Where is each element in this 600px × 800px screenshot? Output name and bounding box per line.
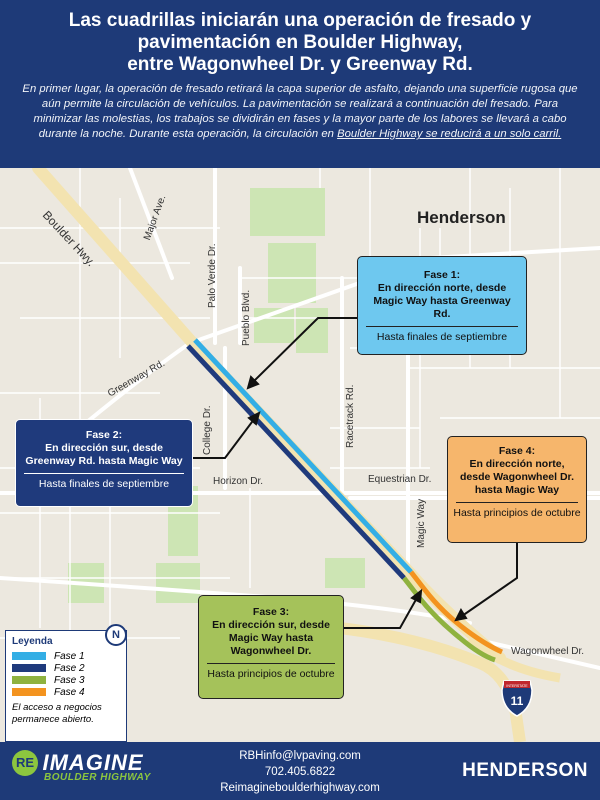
legend: [5, 630, 127, 742]
title-line-2: pavimentación en Boulder Highway,: [137, 32, 463, 53]
label-palo-verde: Palo Verde Dr.: [207, 243, 218, 308]
callout-fase-4: [447, 436, 587, 543]
callout-fase-3-phase: Fase 3:: [252, 606, 290, 618]
north-arrow-icon: N: [105, 624, 127, 646]
park: [268, 243, 316, 303]
callout-fase-4-timing: Hasta principios de octubre: [453, 507, 581, 519]
arrow-fase-4: [462, 543, 517, 616]
callout-fase-4-direction: En dirección norte, desde Wagonwheel Dr. hasta Magic Way: [460, 458, 574, 496]
park: [250, 188, 325, 236]
legend-swatch: [12, 652, 46, 660]
label-greenway: Greenway Rd.: [106, 358, 167, 400]
callout-fase-2-phase: Fase 2:: [85, 429, 123, 441]
legend-item: [12, 662, 120, 674]
callout-fase-1-phase: Fase 1:: [423, 269, 461, 281]
page-title: [22, 10, 578, 76]
callout-fase-2-direction: En dirección sur, desde Greenway Rd. hasta Magic Way: [25, 442, 183, 467]
legend-item: [12, 674, 120, 686]
callout-fase-3-timing: Hasta principios de octubre: [207, 668, 335, 680]
shield-number: 11: [510, 694, 524, 708]
callout-fase-3: [198, 595, 344, 699]
arrow-fase-4-head: [456, 610, 466, 620]
title-line-1: Las cuadrillas iniciarán una operación de fresado y: [68, 10, 532, 31]
legend-swatch: [12, 676, 46, 684]
park: [296, 308, 328, 353]
label-horizon: Horizon Dr.: [213, 476, 264, 487]
legend-swatch: [12, 664, 46, 672]
title-line-3: entre Wagonwheel Dr. y Greenway Rd.: [127, 54, 473, 75]
divider: [456, 502, 578, 503]
contact-info: [190, 748, 410, 796]
label-major-ave: Major Ave.: [142, 193, 169, 242]
label-racetrack: Racetrack Rd.: [345, 384, 356, 448]
city-label: Henderson: [417, 208, 506, 227]
label-boulder-hwy: Boulder Hwy.: [39, 208, 99, 270]
legend-label: Fase 2: [54, 662, 85, 674]
legend-note: El acceso a negocios permanece abierto.: [12, 702, 102, 725]
park: [325, 558, 365, 588]
callout-fase-2: [15, 419, 193, 507]
legend-title: Leyenda: [12, 636, 53, 647]
henderson-logo: HENDERSON: [462, 760, 588, 781]
fase-2-segment: [188, 346, 404, 578]
legend-label: Fase 1: [54, 650, 85, 662]
shield-top-text: INTERSTATE: [506, 684, 528, 688]
legend-swatch: [12, 688, 46, 696]
minor-street: [40, 168, 560, 638]
legend-label: Fase 4: [54, 686, 85, 698]
logo-sub-text: BOULDER HIGHWAY: [44, 772, 151, 783]
intro-underlined: Boulder Highway se reducirá a un solo carril.: [337, 128, 562, 140]
header: [0, 0, 600, 168]
intro-paragraph: [22, 82, 578, 142]
contact-phone[interactable]: 702.405.6822: [264, 766, 336, 778]
legend-item: [12, 650, 120, 662]
label-equestrian: Equestrian Dr.: [368, 474, 432, 485]
callout-fase-1: [357, 256, 527, 355]
contact-email[interactable]: RBHinfo@lvpaving.com: [239, 750, 361, 762]
callout-fase-2-timing: Hasta finales de septiembre: [38, 478, 170, 490]
divider: [24, 473, 184, 474]
footer: [0, 742, 600, 800]
label-magic-way: Magic Way: [416, 498, 427, 548]
legend-item: [12, 686, 120, 698]
reimagine-logo: [12, 750, 151, 783]
callout-fase-4-phase: Fase 4:: [498, 445, 536, 457]
callout-fase-1-timing: Hasta finales de septiembre: [376, 331, 508, 343]
label-college: College Dr.: [202, 405, 213, 455]
divider: [207, 663, 335, 664]
legend-label: Fase 3: [54, 674, 85, 686]
contact-website[interactable]: Reimagineboulderhighway.com: [220, 782, 380, 794]
callout-fase-3-direction: En dirección sur, desde Magic Way hasta Wagonwheel Dr.: [212, 619, 330, 657]
logo-re-badge: RE: [12, 750, 38, 776]
interstate-shield: [502, 681, 532, 716]
intro-text: En primer lugar, la operación de fresado retirará la capa superior de asfalto, dejando una superficie rugosa que aún permite la circulación de vehículos. La pavimentación se realizará a continuación del fresado. Para minimizar las molestias, los trabajos se dividirán en fases y la mayor parte de los labores se llevará a cabo durante la noche. Durante esta operación, la circulación en: [22, 83, 578, 140]
divider: [366, 326, 518, 327]
label-wagonwheel: Wagonwheel Dr.: [511, 646, 584, 657]
label-pueblo: Pueblo Blvd.: [241, 289, 252, 346]
callout-fase-1-direction: En dirección norte, desde Magic Way hasta Greenway Rd.: [373, 282, 511, 320]
park: [156, 563, 200, 603]
logo-imagine-text: IMAGINE: [42, 750, 144, 775]
